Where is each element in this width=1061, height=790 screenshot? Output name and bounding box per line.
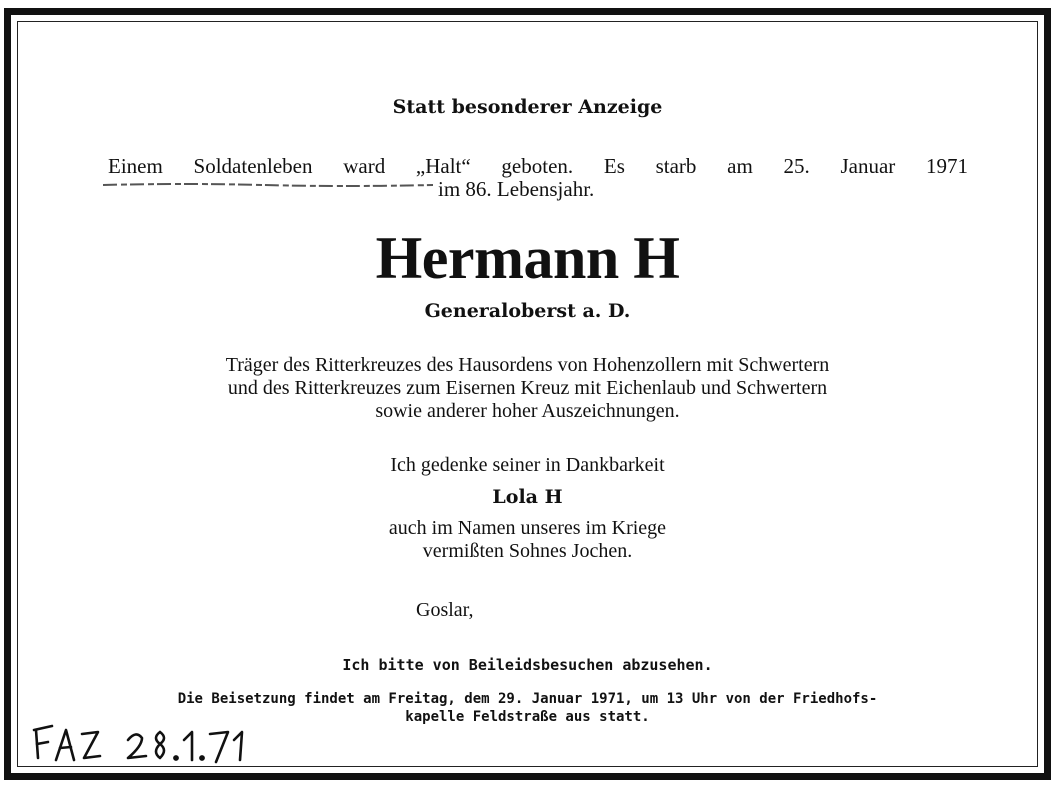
- honors-line-1: Träger des Ritterkreuzes des Hausordens von Hohenzollern mit Schwertern: [225, 354, 830, 376]
- honors-line-3: sowie anderer hoher Auszeichnungen.: [375, 400, 680, 422]
- military-rank: Generaloberst a. D.: [424, 300, 631, 322]
- burial-info-line-2: kapelle Feldstraße aus statt.: [405, 709, 650, 725]
- place-name: Goslar,: [416, 599, 474, 621]
- notice-heading: Statt besonderer Anzeige: [392, 96, 663, 118]
- also-in-name-line-2: vermißten Sohnes Jochen.: [422, 540, 633, 562]
- also-in-name-line-1: auch im Namen unseres im Kriege: [388, 517, 667, 539]
- intro-line-2: im 86. Lebensjahr.: [438, 177, 595, 201]
- honors-line-2: und des Ritterkreuzes zum Eisernen Kreuz mit Eichenlaub und Schwertern: [227, 377, 828, 399]
- obituary-notice: [4, 8, 1051, 780]
- handwritten-annotation: [30, 718, 270, 774]
- deceased-name: Hermann H: [375, 225, 680, 291]
- intro-line-1: Einem Soldatenleben ward „Halt“ geboten. Es starb am 25. Januar 1971: [108, 154, 968, 178]
- burial-info-line-1: Die Beisetzung findet am Freitag, dem 29. Januar 1971, um 13 Uhr von der Friedhofs-: [177, 691, 878, 707]
- ink-smudge-underline: [103, 182, 433, 188]
- remembrance-line: Ich gedenke seiner in Dankbarkeit: [390, 454, 665, 476]
- widow-name: Lola H: [492, 486, 563, 508]
- condolence-note: Ich bitte von Beileidsbesuchen abzusehen.: [342, 656, 713, 674]
- inner-frame: [17, 21, 1038, 767]
